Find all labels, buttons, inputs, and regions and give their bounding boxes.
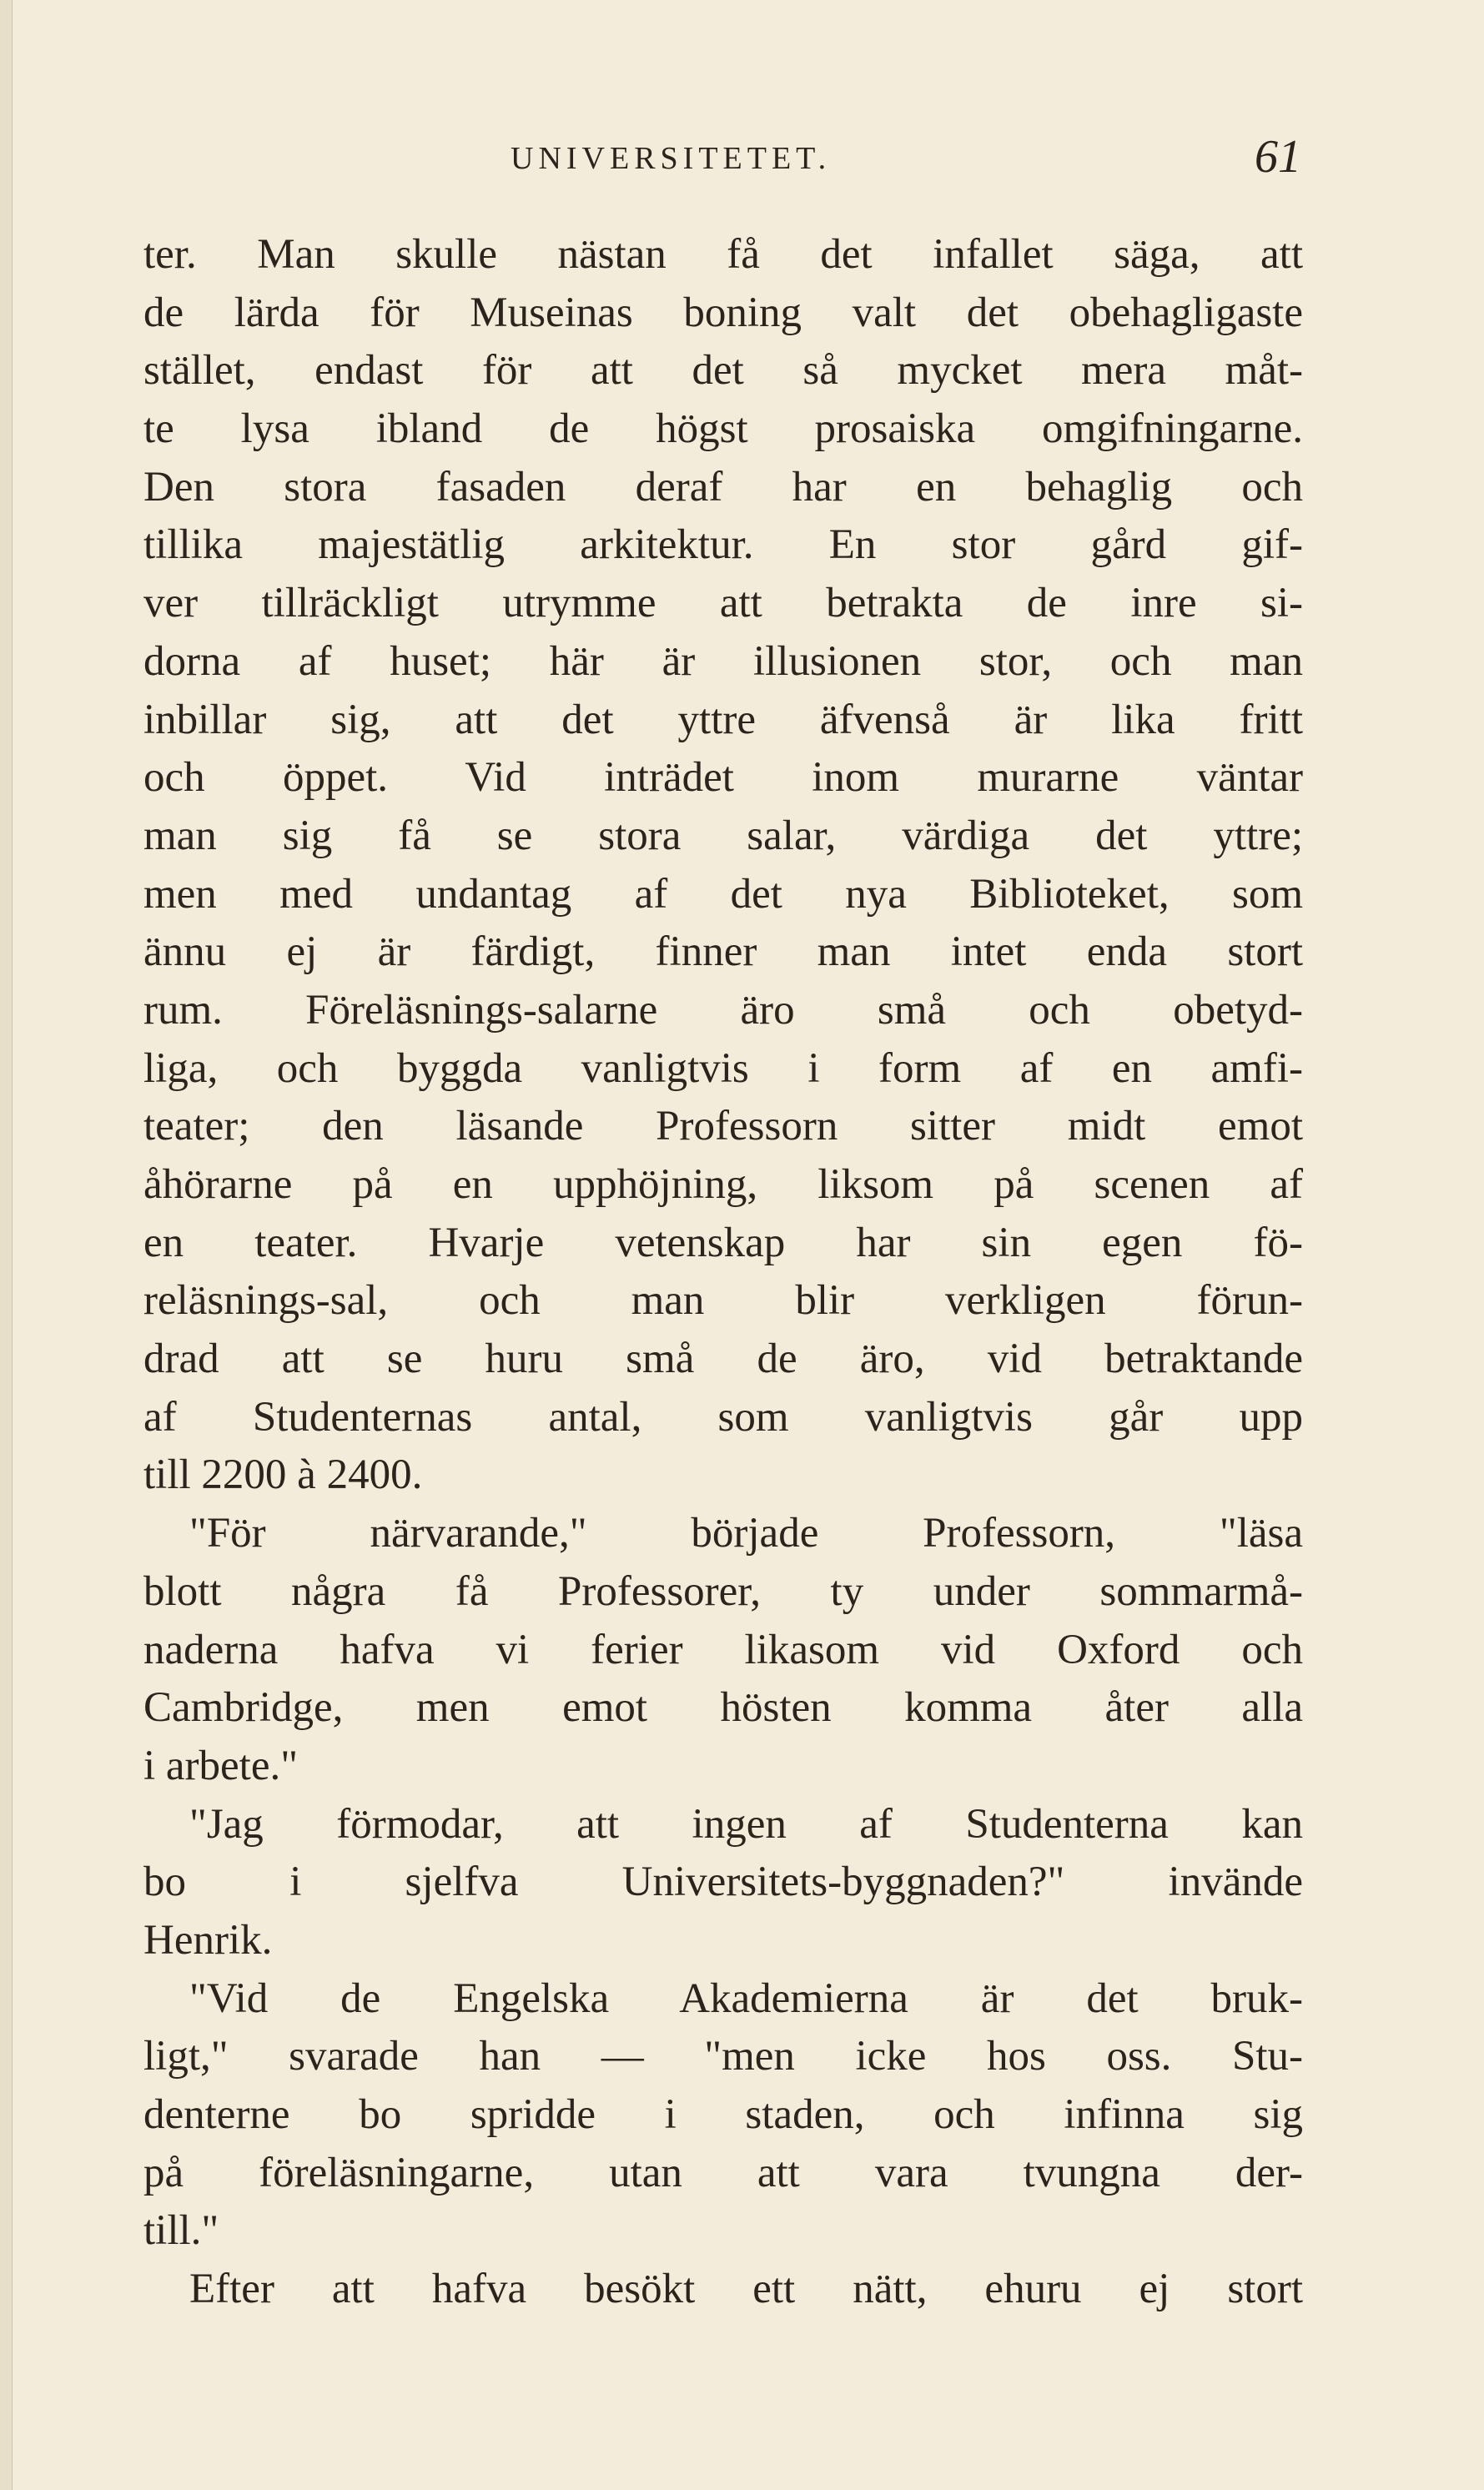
text-line: tillika majestätlig arkitektur. En stor gård gif-	[143, 521, 1303, 569]
text-line: blott några få Professorer, ty under sommarmå-	[143, 1567, 1303, 1615]
text-line: till 2200 à 2400.	[143, 1451, 423, 1499]
text-line: Henrik.	[143, 1916, 273, 1964]
text-line: reläsnings-sal, och man blir verkligen förun-	[143, 1277, 1303, 1325]
text-line: te lysa ibland de högst prosaiska omgifningarne.	[143, 405, 1303, 453]
text-line: en teater. Hvarje vetenskap har sin egen fö-	[143, 1219, 1303, 1266]
text-line: och öppet. Vid inträdet inom murarne väntar	[143, 754, 1303, 802]
text-line: rum. Föreläsnings-salarne äro små och obetyd-	[143, 986, 1303, 1034]
text-line: till."	[143, 2207, 219, 2255]
running-title: UNIVERSITETET.	[511, 141, 832, 176]
text-line: bo i sjelfva Universitets-byggnaden?" invände	[143, 1859, 1303, 1906]
text-line: ligt," svarade han — "men icke hos oss. Stu-	[143, 2033, 1303, 2080]
text-line: Cambridge, men emot hösten komma åter alla	[143, 1684, 1303, 1732]
page-binding-edge	[0, 0, 13, 2490]
text-line: naderna hafva vi ferier likasom vid Oxford och	[143, 1626, 1303, 1673]
text-line: de lärda för Museinas boning valt det obehagligaste	[143, 289, 1303, 336]
text-line: teater; den läsande Professorn sitter midt emot	[143, 1103, 1303, 1150]
text-line: "För närvarande," började Professorn, "läsa	[189, 1510, 1303, 1557]
page-number: 61	[1255, 131, 1301, 183]
text-line: af Studenternas antal, som vanligtvis går upp	[143, 1393, 1303, 1441]
text-line: inbillar sig, att det yttre äfvenså är lika fritt	[143, 696, 1303, 743]
text-line: man sig få se stora salar, värdiga det yttre;	[143, 812, 1303, 859]
text-line: åhörarne på en upphöjning, liksom på scenen af	[143, 1161, 1303, 1208]
text-line: denterne bo spridde i staden, och infinna sig	[143, 2091, 1303, 2138]
text-line: "Vid de Engelska Akademierna är det bruk-	[189, 1974, 1303, 2022]
text-line: dorna af huset; här är illusionen stor, och man	[143, 637, 1303, 685]
text-line: på föreläsningarne, utan att vara tvungna der-	[143, 2149, 1303, 2196]
text-line: men med undantag af det nya Biblioteket, som	[143, 870, 1303, 918]
text-line: "Jag förmodar, att ingen af Studenterna kan	[189, 1800, 1303, 1848]
text-line: Efter att hafva besökt ett nätt, ehuru ej stort	[189, 2266, 1303, 2313]
text-line: liga, och byggda vanligtvis i form af en amfi-	[143, 1044, 1303, 1092]
body-text	[143, 226, 1303, 2319]
text-line: ver tillräckligt utrymme att betrakta de inre si-	[143, 580, 1303, 627]
text-line: Den stora fasaden deraf har en behaglig och	[143, 463, 1303, 511]
text-line: stället, endast för att det så mycket mera måt-	[143, 347, 1303, 395]
text-line: i arbete."	[143, 1742, 299, 1789]
text-line: drad att se huru små de äro, vid betraktande	[143, 1336, 1303, 1383]
text-line: ter. Man skulle nästan få det infallet säga, att	[143, 231, 1303, 278]
text-line: ännu ej är färdigt, finner man intet enda stort	[143, 928, 1303, 976]
